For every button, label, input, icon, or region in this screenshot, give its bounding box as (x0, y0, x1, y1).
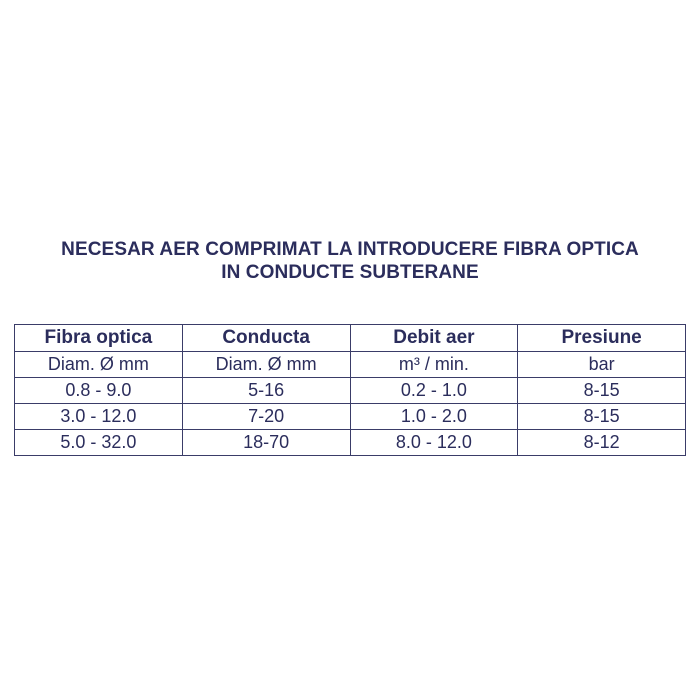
table-cell: 8-15 (518, 404, 686, 430)
units-row (15, 352, 686, 378)
unit-cell: Diam. Ø mm (182, 352, 350, 378)
header-presiune: Presiune (518, 325, 686, 352)
header-conducta: Conducta (182, 325, 350, 352)
air-requirements-table (14, 324, 686, 456)
header-fibra-optica: Fibra optica (15, 325, 183, 352)
table-cell: 18-70 (182, 430, 350, 456)
title-line-2: IN CONDUCTE SUBTERANE (221, 262, 479, 283)
header-row (15, 325, 686, 352)
document-title (0, 238, 700, 284)
table-cell: 8-15 (518, 378, 686, 404)
table-cell: 0.8 - 9.0 (15, 378, 183, 404)
table-cell: 7-20 (182, 404, 350, 430)
table-cell: 5-16 (182, 378, 350, 404)
table-row (15, 430, 686, 456)
table-cell: 8-12 (518, 430, 686, 456)
header-debit-aer: Debit aer (350, 325, 518, 352)
table-cell: 1.0 - 2.0 (350, 404, 518, 430)
unit-cell: Diam. Ø mm (15, 352, 183, 378)
unit-cell: m³ / min. (350, 352, 518, 378)
table-row (15, 378, 686, 404)
table-cell: 3.0 - 12.0 (15, 404, 183, 430)
unit-cell: bar (518, 352, 686, 378)
table-cell: 5.0 - 32.0 (15, 430, 183, 456)
table-cell: 8.0 - 12.0 (350, 430, 518, 456)
table-row (15, 404, 686, 430)
title-line-1: NECESAR AER COMPRIMAT LA INTRODUCERE FIBRA OPTICA (61, 239, 639, 260)
table-cell: 0.2 - 1.0 (350, 378, 518, 404)
